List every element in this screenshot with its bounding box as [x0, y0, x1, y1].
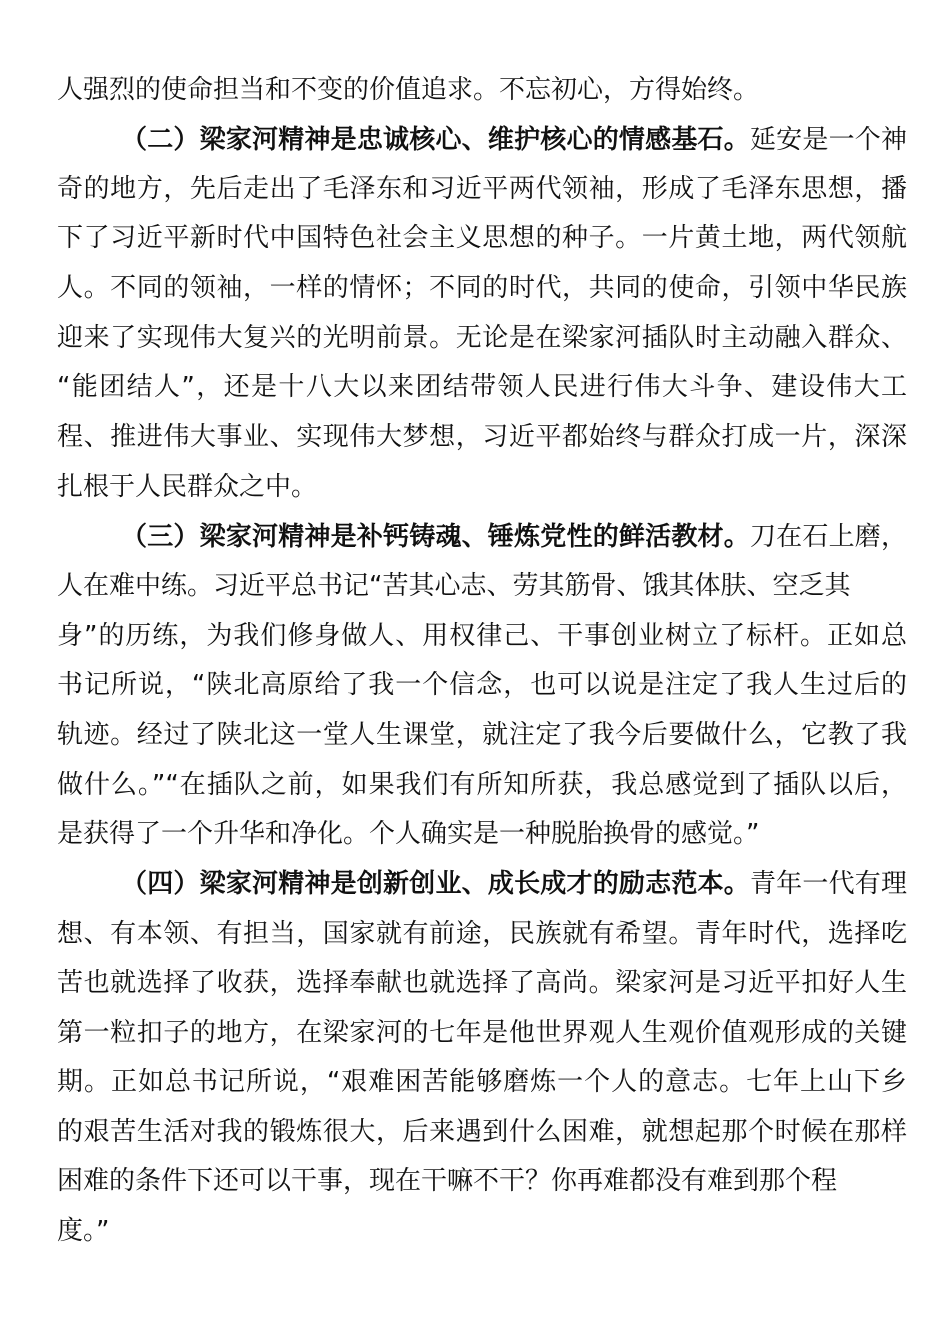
section-heading-line: （三）梁家河精神是补钙铸魂、锤炼党性的鲜活教材。刀在石上磨，: [121, 522, 907, 552]
text-line: 扎根于人民群众之中。: [57, 472, 318, 502]
text-line: 迎来了实现伟大复兴的光明前景。无论是在梁家河插队时主动融入群众、: [57, 323, 907, 353]
section-heading-line: （二）梁家河精神是忠诚核心、维护核心的情感基石。延安是一个神: [121, 125, 907, 155]
text-line: 的艰苦生活对我的锻炼很大，后来遇到什么困难，就想起那个时候在那样: [57, 1117, 907, 1147]
text-line: 想、有本领、有担当，国家就有前途，民族就有希望。青年时代，选择吃: [57, 919, 907, 949]
text-line: 困难的条件下还可以干事，现在干嘛不干？你再难都没有难到那个程: [57, 1166, 838, 1196]
text-line: 人。不同的领袖，一样的情怀；不同的时代，共同的使命，引领中华民族: [57, 273, 907, 303]
text-line: 下了习近平新时代中国特色社会主义思想的种子。一片黄土地，两代领航: [57, 223, 907, 253]
text-line: 做什么。”“在插队之前，如果我们有所知所获，我总感觉到了插队以后，: [57, 770, 907, 800]
text-line: 奇的地方，先后走出了毛泽东和习近平两代领袖，形成了毛泽东思想，播: [57, 174, 907, 204]
section-heading: （四）梁家河精神是创新创业、成长成才的励志范本。: [121, 869, 750, 899]
section-heading-line: （四）梁家河精神是创新创业、成长成才的励志范本。青年一代有理: [121, 869, 907, 899]
text-line: 程、推进伟大事业、实现伟大梦想，习近平都始终与群众打成一片，深深: [57, 422, 907, 452]
section-heading: （三）梁家河精神是补钙铸魂、锤炼党性的鲜活教材。: [121, 522, 750, 552]
text-line: 第一粒扣子的地方，在梁家河的七年是他世界观人生观价值观形成的关键: [57, 1018, 907, 1048]
text-line: “能团结人”，还是十八大以来团结带领人民进行伟大斗争、建设伟大工: [57, 372, 907, 402]
text-line: 是获得了一个升华和净化。个人确实是一种脱胎换骨的感觉。”: [57, 819, 760, 849]
text-line: 期。正如总书记所说，“艰难困苦能够磨炼一个人的意志。七年上山下乡: [57, 1067, 907, 1097]
text-line: 人强烈的使命担当和不变的价值追求。不忘初心，方得始终。: [57, 75, 760, 105]
text-line: 轨迹。经过了陕北这一堂人生课堂，就注定了我今后要做什么，它教了我: [57, 720, 907, 750]
text-line: 人在难中练。习近平总书记“苦其心志、劳其筋骨、饿其体肤、空乏其: [57, 571, 851, 601]
section-heading: （二）梁家河精神是忠诚核心、维护核心的情感基石。: [121, 125, 750, 155]
text-line: 书记所说，“陕北高原给了我一个信念，也可以说是注定了我人生过后的: [57, 670, 907, 700]
text-line: 身”的历练，为我们修身做人、用权律己、干事创业树立了标杆。正如总: [57, 621, 907, 651]
text-line: 苦也就选择了收获，选择奉献也就选择了高尚。梁家河是习近平扣好人生: [57, 968, 907, 998]
text-line: 度。”: [57, 1216, 110, 1246]
